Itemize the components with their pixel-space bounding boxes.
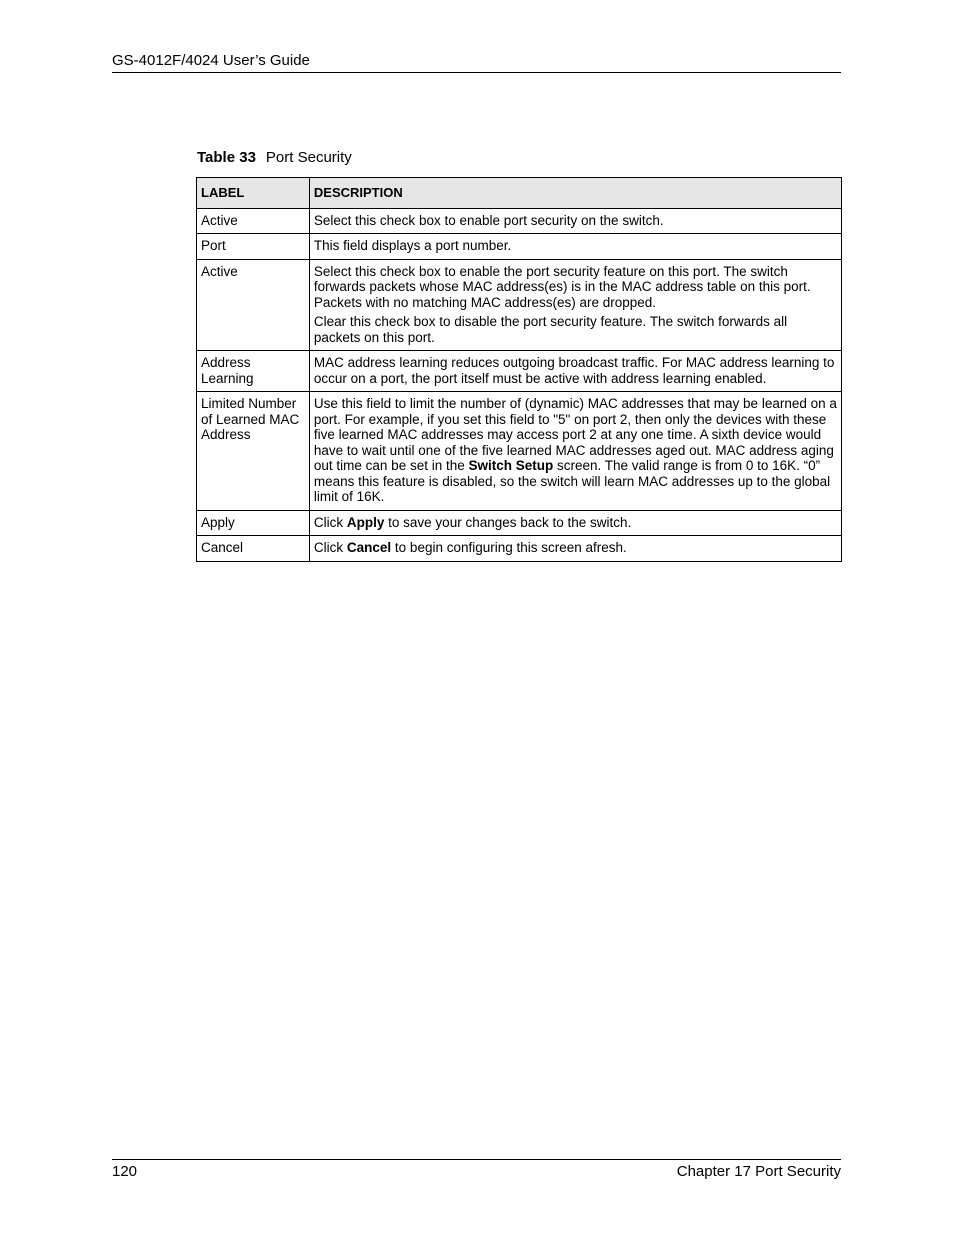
row-description: [309, 234, 841, 260]
running-footer: [112, 1159, 841, 1181]
row-label: Active: [197, 208, 310, 234]
button-name-emphasis: Cancel: [346, 540, 392, 555]
guide-title: GS-4012F/4024 User’s Guide: [112, 52, 310, 69]
row-label: Cancel: [197, 536, 310, 562]
table-row: [197, 208, 842, 234]
row-description: [309, 351, 841, 392]
row-label: Active: [197, 259, 310, 351]
table-row: [197, 259, 842, 351]
column-header-description: DESCRIPTION: [309, 178, 841, 209]
description-paragraph: Select this check box to enable the port security feature on this port. The switch forwards packets whose MAC address(es) is in the MAC address table on this port. Packets with no matching MAC address(es) are dropped.: [313, 263, 811, 310]
page-number: 120: [112, 1163, 138, 1180]
row-description: [309, 536, 841, 562]
description-text: Click: [313, 540, 347, 555]
row-description: [309, 392, 841, 511]
chapter-title: Chapter 17 Port Security: [676, 1163, 841, 1180]
description-paragraph: [314, 540, 837, 556]
description-paragraph: [314, 515, 837, 531]
row-description: [309, 259, 841, 351]
description-text: to begin configuring this screen afresh.: [391, 540, 627, 555]
button-name-emphasis: Apply: [346, 514, 385, 530]
running-header: [112, 52, 841, 73]
description-text: Use this field to limit the number of (dynamic) MAC addresses that may be learned on a port. For example, if you set this field to "5" on port 2, then only the devices with these five learned MAC addresses may access port 2 at any one time. A sixth device would have to wait until one of the five learned MAC addresses aged out. MAC address aging out time can be set in the: [313, 396, 837, 473]
description-text: Click: [313, 514, 347, 530]
description-paragraph: This field displays a port number.: [313, 238, 512, 253]
column-header-label: LABEL: [197, 178, 310, 209]
port-security-table: [196, 177, 842, 562]
description-paragraph: Select this check box to enable port security on the switch.: [313, 212, 664, 228]
table-row: [197, 392, 842, 511]
description-paragraph: [314, 396, 837, 505]
table-header-row: [197, 178, 842, 209]
description-text: screen. The valid range is from 0 to 16K. “0” means this feature is disabled, so the switch will learn MAC addresses up to the global limit of 16K.: [313, 458, 831, 504]
row-label: Limited Number of Learned MAC Address: [197, 392, 310, 511]
description-paragraph: Clear this check box to disable the port security feature. The switch forwards all packets on this port.: [313, 314, 788, 345]
row-description: [309, 510, 841, 536]
table-row: [197, 510, 842, 536]
table-caption: [197, 149, 352, 167]
row-description: [309, 208, 841, 234]
table-row: [197, 234, 842, 260]
row-label: Apply: [197, 510, 310, 536]
row-label: Port: [197, 234, 310, 260]
table-title: Port Security: [265, 149, 352, 166]
screen-name-emphasis: Switch Setup: [468, 458, 554, 473]
description-text: to save your changes back to the switch.: [384, 514, 632, 530]
table-row: [197, 536, 842, 562]
table-row: [197, 351, 842, 392]
table-number: Table 33: [197, 149, 256, 166]
row-label: Address Learning: [197, 351, 310, 392]
description-paragraph: MAC address learning reduces outgoing broadcast traffic. For MAC address learning to occur on a port, the port itself must be active with address learning enabled.: [313, 355, 835, 386]
